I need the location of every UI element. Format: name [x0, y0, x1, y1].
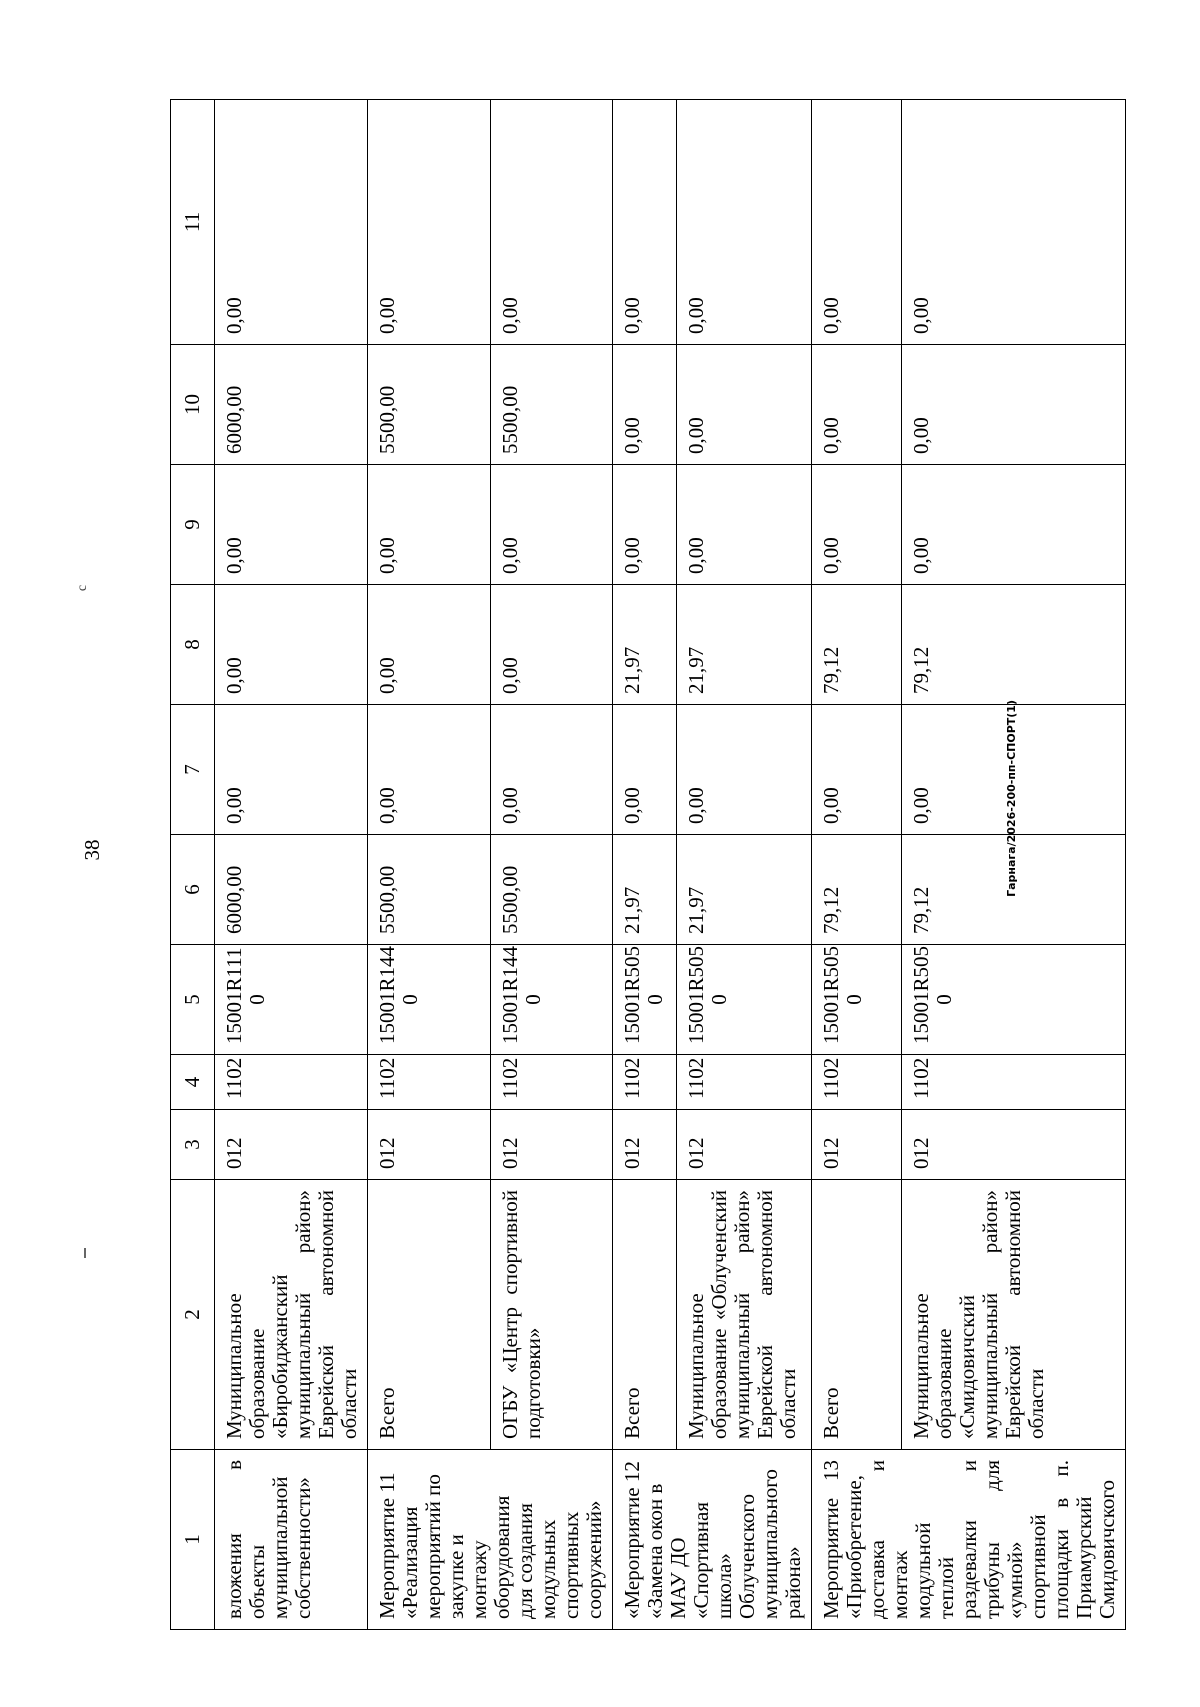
executor-cell: Всего: [812, 1180, 902, 1450]
section-code-cell: 1102: [490, 1055, 613, 1110]
section-code-cell: 1102: [215, 1055, 368, 1110]
value-cell: 0,00: [368, 585, 491, 705]
column-header: 3: [171, 1110, 215, 1180]
ministry-code-cell: 012: [812, 1110, 902, 1180]
target-article-cell: 15001R505 0: [676, 945, 811, 1055]
ministry-code-cell: 012: [901, 1110, 1126, 1180]
column-header: 7: [171, 705, 215, 835]
value-cell: 0,00: [812, 100, 902, 345]
ministry-code-cell: 012: [613, 1110, 677, 1180]
value-cell: 0,00: [368, 705, 491, 835]
table-row: [215, 100, 368, 1630]
table-row: [676, 100, 811, 1630]
value-cell: 0,00: [901, 705, 1126, 835]
value-cell: 5500,00: [490, 835, 613, 945]
target-article-cell: 15001R505 0: [812, 945, 902, 1055]
value-cell: 5500,00: [368, 345, 491, 465]
budget-table: [170, 99, 1126, 1630]
target-article-cell: 15001R144 0: [368, 945, 491, 1055]
document-code: Гарнага/2026-200-пп-СПОРТ(1): [1005, 700, 1018, 897]
page-number: 38: [80, 839, 104, 861]
ministry-code-cell: 012: [215, 1110, 368, 1180]
value-cell: 79,12: [901, 585, 1126, 705]
value-cell: 0,00: [812, 705, 902, 835]
value-cell: 21,97: [613, 835, 677, 945]
table-row: [368, 100, 491, 1630]
value-cell: 0,00: [490, 705, 613, 835]
target-article-cell: 15001R111 0: [215, 945, 368, 1055]
value-cell: 0,00: [901, 465, 1126, 585]
value-cell: 0,00: [812, 465, 902, 585]
column-header: 6: [171, 835, 215, 945]
value-cell: 0,00: [812, 345, 902, 465]
executor-cell: Всего: [368, 1180, 491, 1450]
column-header: 11: [171, 100, 215, 345]
target-article-cell: 15001R144 0: [490, 945, 613, 1055]
rotated-page-content: [170, 100, 1119, 1630]
value-cell: 21,97: [676, 835, 811, 945]
column-header: 1: [171, 1450, 215, 1630]
value-cell: 0,00: [676, 465, 811, 585]
value-cell: 0,00: [215, 100, 368, 345]
column-header: 2: [171, 1180, 215, 1450]
table-row: [490, 100, 613, 1630]
column-header: 4: [171, 1055, 215, 1110]
header-row: [171, 100, 215, 1630]
value-cell: 0,00: [490, 585, 613, 705]
value-cell: 79,12: [812, 835, 902, 945]
table-body: [171, 100, 1126, 1630]
scan-speck: [84, 1248, 86, 1258]
column-header: 8: [171, 585, 215, 705]
section-code-cell: 1102: [901, 1055, 1126, 1110]
ministry-code-cell: 012: [490, 1110, 613, 1180]
value-cell: 0,00: [490, 100, 613, 345]
value-cell: 0,00: [368, 100, 491, 345]
value-cell: 21,97: [676, 585, 811, 705]
value-cell: 0,00: [215, 465, 368, 585]
value-cell: 0,00: [613, 100, 677, 345]
section-code-cell: 1102: [368, 1055, 491, 1110]
value-cell: 21,97: [613, 585, 677, 705]
value-cell: 6000,00: [215, 835, 368, 945]
column-header: 10: [171, 345, 215, 465]
value-cell: 5500,00: [490, 345, 613, 465]
column-header: 9: [171, 465, 215, 585]
value-cell: 0,00: [215, 585, 368, 705]
value-cell: 0,00: [676, 100, 811, 345]
measure-name-cell: вложения в объекты муниципальной собственности»: [215, 1450, 368, 1630]
executor-cell: ОГБУ «Центр спортивной подготовки»: [490, 1180, 613, 1450]
value-cell: 79,12: [901, 835, 1126, 945]
executor-cell: Муниципальное образование «Смидовичский муниципальный район» Еврейской автономной области: [901, 1180, 1126, 1450]
value-cell: 0,00: [613, 345, 677, 465]
measure-name-cell: Мероприятие 11 «Реализация мероприятий по закупке и монтажу оборудования для создания модульных спортивных сооружений»: [368, 1450, 613, 1630]
value-cell: 0,00: [368, 465, 491, 585]
section-code-cell: 1102: [676, 1055, 811, 1110]
ministry-code-cell: 012: [676, 1110, 811, 1180]
value-cell: 0,00: [613, 705, 677, 835]
value-cell: 0,00: [613, 465, 677, 585]
value-cell: 0,00: [676, 345, 811, 465]
target-article-cell: 15001R505 0: [901, 945, 1126, 1055]
value-cell: 0,00: [490, 465, 613, 585]
section-code-cell: 1102: [613, 1055, 677, 1110]
target-article-cell: 15001R505 0: [613, 945, 677, 1055]
column-header: 5: [171, 945, 215, 1055]
value-cell: 5500,00: [368, 835, 491, 945]
table-row: [613, 100, 677, 1630]
executor-cell: Муниципальное образование «Биробиджанский муниципальный район» Еврейской автономной области: [215, 1180, 368, 1450]
value-cell: 0,00: [901, 345, 1126, 465]
value-cell: 79,12: [812, 585, 902, 705]
value-cell: 6000,00: [215, 345, 368, 465]
value-cell: 0,00: [901, 100, 1126, 345]
measure-name-cell: «Мероприятие 12 «Замена окон в МАУ ДО «Спортивная школа» Облученского муниципального района»: [613, 1450, 812, 1630]
ministry-code-cell: 012: [368, 1110, 491, 1180]
value-cell: 0,00: [215, 705, 368, 835]
executor-cell: Муниципальное образование «Облученский муниципальный район» Еврейской автономной области: [676, 1180, 811, 1450]
margin-mark: с: [75, 584, 91, 592]
measure-name-cell: Мероприятие 13 «Приобретение, доставка и монтаж модульной теплой раздевалки и трибуны для «умной» спортивной площадки в п. Приамурский Смидовичского: [812, 1450, 1126, 1630]
value-cell: 0,00: [676, 705, 811, 835]
section-code-cell: 1102: [812, 1055, 902, 1110]
executor-cell: Всего: [613, 1180, 677, 1450]
table-row: [812, 100, 902, 1630]
